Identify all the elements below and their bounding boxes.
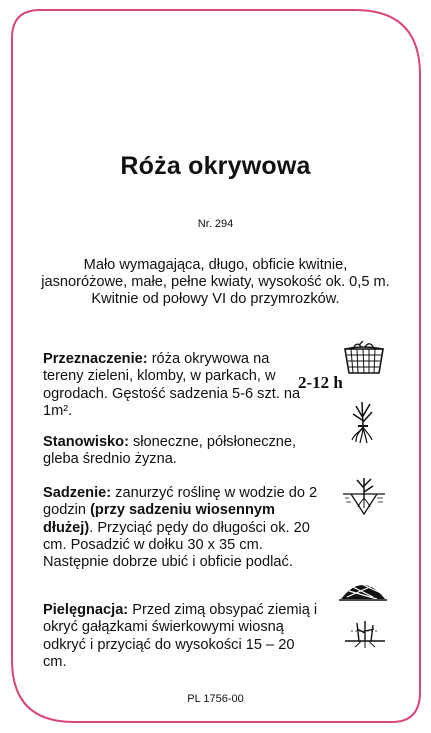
section-sadzenie (43, 485, 318, 571)
variety-number: Nr. 294 (197, 218, 234, 230)
soak-time-label: 2-12 h (298, 373, 343, 392)
section-label: Pielęgnacja: (43, 602, 129, 618)
description: Mało wymagająca, długo, obficie kwitnie, jasnoróżowe, małe, pełne kwiaty, wysokość ok. 0,5 m. Kwitnie od połowy VI do przymrozków. (41, 257, 390, 308)
section-label: Przeznaczenie: (43, 351, 148, 367)
section-text: słoneczne, półsłoneczne, gleba średnio żyzna. (43, 434, 297, 468)
product-code: PL 1756-00 (187, 693, 244, 705)
planting-hole-icon (341, 476, 387, 516)
section-pielegnacja (43, 602, 318, 671)
section-label: Sadzenie: (43, 485, 112, 501)
page-title: Róża okrywowa (120, 152, 311, 180)
bare-root-plant-icon (348, 398, 378, 444)
section-text: róża okrywowa na tereny zieleni, klomby, w parkach, w ogrodach. Gęstość sadzenia 5-6 szt. na 1m². (43, 351, 301, 419)
section-text: zanurzyć roślinę w wodzie do 2 godzin (43, 485, 318, 519)
section-text: Przed zimą obsypać ziemią i okryć gałązkami świerkowymi wiosną odkryć i przyciąć do wysokości 15 – 20 cm. (43, 602, 318, 670)
pruned-plant-icon (345, 617, 385, 649)
section-emphasis: (przy sadzeniu wiosennym dłużej) (43, 502, 275, 536)
basket-roots-icon (341, 341, 387, 379)
section-label: Stanowisko: (43, 434, 129, 450)
section-przeznaczenie (43, 351, 313, 420)
section-text: . Przyciąć pędy do długości ok. 20 cm. Posadzić w dołku 30 x 35 cm. Następnie dobrze ubić i obficie podlać. (43, 519, 310, 571)
mound-cover-icon (339, 575, 387, 603)
section-stanowisko (43, 434, 333, 469)
